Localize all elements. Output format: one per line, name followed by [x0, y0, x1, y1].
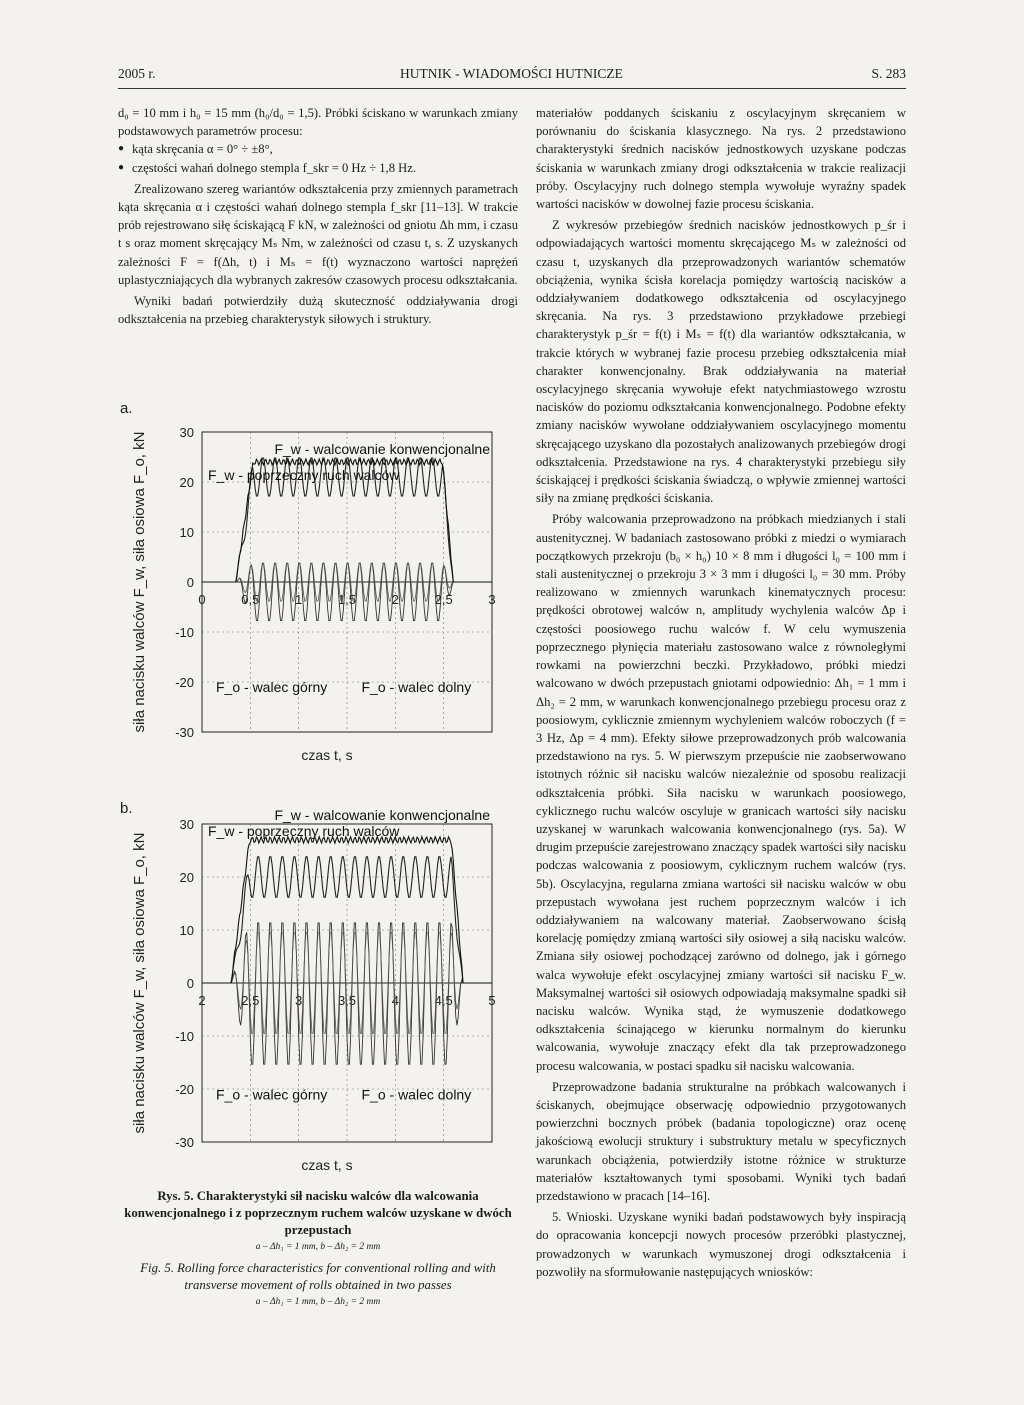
- chart-b-xtick-label: 3: [295, 993, 303, 1008]
- chart-a-ytick-label: -10: [175, 625, 194, 640]
- figure-caption: [118, 1188, 518, 1311]
- header-rule: [118, 88, 906, 89]
- caption-english: Fig. 5. Rolling force characteristics for conventional rolling and with transverse movement of rolls obtained in two passes: [140, 1261, 496, 1292]
- chart-a-annotation-fo-lower: F_o - walec dolny: [361, 679, 472, 695]
- chart-a: [118, 414, 518, 770]
- chart-a-ytick-label: 10: [179, 525, 194, 540]
- chart-a-annotation-fo-upper: F_o - walec górny: [216, 679, 328, 695]
- chart-b-annotation-fw-transverse: F_w - poprzeczny ruch walców: [208, 823, 400, 839]
- header-page-number: S. 283: [871, 66, 906, 81]
- chart-b-ytick-label: 10: [179, 923, 194, 938]
- left-paragraph-3: Wyniki badań potwierdziły dużą skuteczność oddziaływania drogi odkształcenia na przebieg charakterystyk siłowych i struktury.: [118, 294, 518, 327]
- chart-a-xtick-label: 2: [391, 592, 399, 607]
- chart-b-x-axis-label: czas t, s: [301, 1157, 353, 1173]
- header-year: 2005 r.: [118, 66, 156, 81]
- chart-a-xtick-label: 1,5: [337, 592, 357, 607]
- left-paragraph-1: d₀ = 10 mm i h₀ = 15 mm (h₀/d₀ = 1,5). Próbki ściskano w warunkach zmiany podstawowych parametrów procesu:: [118, 106, 518, 139]
- bullet-item-frequency: ● częstości wahań dolnego stempla f_skr = 0 Hz ÷ 1,8 Hz.: [118, 159, 518, 177]
- chart-a-y-axis-label: siła nacisku walców F_w, siła osiowa F_o, kN: [131, 431, 148, 733]
- chart-b-xtick-label: 5: [488, 993, 496, 1008]
- caption-polish: Rys. 5. Charakterystyki sił nacisku walców dla walcowania konwencjonalnego i z poprzecznym ruchem walców uzyskane w dwóch przepustach: [124, 1189, 512, 1237]
- chart-a-panel-label: a.: [120, 400, 133, 417]
- chart-b-ytick-label: 20: [179, 870, 194, 885]
- chart-a-ytick-label: -30: [175, 725, 194, 740]
- chart-b-annotation-fw-conventional: F_w - walcowanie konwencjonalne: [274, 807, 490, 823]
- right-paragraph-5-conclusions: 5. Wnioski. Uzyskane wyniki badań podstawowych były inspiracją do opracowania koncepcji nowych procesów przeróbki plastycznej, prowadzonych w warunkach wymuszonej drogi odkształcenia i pozwoliły na sformułowanie następujących wniosków:: [536, 1210, 906, 1279]
- chart-b-xtick-label: 3,5: [337, 993, 357, 1008]
- running-header: [118, 66, 906, 86]
- chart-b-ytick-label: -20: [175, 1082, 194, 1097]
- chart-a-annotation-fw-transverse: F_w - poprzeczny ruch walców: [208, 467, 400, 483]
- chart-a-xtick-label: 2,5: [434, 592, 453, 607]
- bullet-item-angle: ● kąta skręcania α = 0° ÷ ±8°,: [118, 140, 518, 158]
- right-paragraph-4: Przeprowadzone badania strukturalne na próbkach walcowanych i ściskanych, obejmujące obserwację odpowiednio przygotowanych powierzchni bocznych próbek (badania topologiczne) oraz ocenę jakościową ewolucji struktury i substruktury metalu w specyficznych warunkach obciążenia, potwierdziły istotne różnice w strukturze materiałów kształtowanych tymi sposobami. Wyniki tych badań przedstawiono w pracach [14–16].: [536, 1079, 906, 1203]
- chart-b-annotation-fo-lower: F_o - walec dolny: [361, 1086, 472, 1103]
- chart-b-xtick-label: 2: [198, 993, 206, 1008]
- left-paragraph-2: Zrealizowano szereg wariantów odkształcenia przy zmiennych parametrach kąta skręcania α i częstości wahań dolnego stempla f_skr [11–13]. W trakcie prób rejestrowano siłę ściskającą F kN, w zależności od gniotu Δh mm, i czasu t s oraz moment skręcający Mₛ Nm, w zależności od czasu t, s. Z uzyskanych zależności F = f(Δh, t) i Mₛ = f(t) wyznaczono wartości naprężeń uplastyczniających dla wybranych zakresów czasowych procesu odkształcania.: [118, 181, 518, 287]
- chart-b: [118, 784, 518, 1184]
- chart-b-xtick-label: 4: [391, 993, 399, 1008]
- right-paragraph-2: Z wykresów przebiegów średnich nacisków jednostkowych p_śr i odpowiadających wartości momentu skręcającego Mₛ w zależności od czasu t, uzyskanych dla przeprowadzonych wariantów schematów obciążenia, wynika ścisła korelacja pomiędzy wartością nacisków a oddziaływaniem dodatkowego odkształcenia od oscylacyjnego skręcania. Na rys. 3 przedstawiono przykładowe przebiegi charakterystyk p_śr = f(t) i Mₛ = f(t) dla wariantów odkształcania, w trakcie których w wybranej fazie procesu przebieg odkształcenia miał charakter konwencjonalny. Brak oddziaływania na materiał oscylacyjnego skręcania wywołuje efekt natychmiastowego wzrostu nacisków do poziomu odkształcania konwencjonalnego. Podobne efekty zmiany nacisków wywołane oddziaływaniem oscylacyjnego momentu skręcającego uzyskano dla pozostałych analizowanych przebiegów drogi odkształcenia. Przedstawione na rys. 4 charakterystyki przebiegu siły ściskającej i prędkości ściskania świadczą, o wpływie zmiennej wartości siły na zmianę prędkości ściskania.: [536, 218, 906, 506]
- chart-a-xtick-label: 3: [488, 592, 496, 607]
- caption-polish-sub: a – Δh₁ = 1 mm, b – Δh₂ = 2 mm: [255, 1242, 381, 1252]
- chart-a-svg: [118, 414, 518, 770]
- left-column-text: [118, 104, 518, 328]
- chart-a-ytick-label: 0: [186, 575, 194, 590]
- chart-b-svg: [118, 784, 518, 1184]
- chart-b-xtick-label: 4,5: [434, 993, 453, 1008]
- chart-a-xtick-label: 0: [198, 592, 206, 607]
- chart-b-ytick-label: 0: [186, 976, 194, 991]
- chart-a-xtick-label: 0,5: [241, 592, 260, 607]
- chart-b-ytick-label: -10: [175, 1029, 194, 1044]
- chart-a-annotation-fw-conventional: F_w - walcowanie konwencjonalne: [274, 441, 490, 457]
- chart-b-xtick-label: 2,5: [241, 993, 260, 1008]
- right-paragraph-1: materiałów poddanych ściskaniu z oscylacyjnym skręcaniem w porównaniu do ściskania klasycznego. Na rys. 2 przedstawiono charakterystyki średnich nacisków jednostkowych uzyskane podczas ściskania w warunkach zmiany drogi odkształcenia w trakcie realizacji próby. Oscylacyjny ruch dolnego stempla wywołuje wyraźny spadek wartości nacisków w dowolnej fazie procesu ściskania.: [536, 106, 906, 212]
- right-column-text: [536, 104, 906, 1281]
- chart-a-xtick-label: 1: [295, 592, 303, 607]
- chart-b-panel-label: b.: [120, 800, 133, 817]
- chart-b-ytick-label: 30: [179, 817, 194, 832]
- header-journal: HUTNIK - WIADOMOŚCI HUTNICZE: [400, 66, 623, 81]
- chart-a-ytick-label: 30: [179, 425, 194, 440]
- chart-a-ytick-label: -20: [175, 675, 194, 690]
- right-paragraph-3: Próby walcowania przeprowadzono na próbkach miedzianych i stali austenitycznej. W badaniach zastosowano próbki z miedzi o wymiarach początkowych przekroju (b₀ × h₀) 10 × 8 mm i długości l₀ = 100 mm i stali austenitycznej o przekroju 3 × 3 mm i długości l₀ = 30 mm. Próby realizowano w zmiennych warunkach kinematycznych procesu: prędkości obrotowej walców n, amplitudy wychylenia walców Δp i częstości poosiowego ruchu walców f. W celu wymuszenia poprzecznego płynięcia materiału zastosowano walce z równoległymi rowkami na powierzchni beczki. Przykładowo, próbki miedzi walcowano w dwóch przepustach gniotami odpowiednio: Δh₁ = 1 mm i Δh₂ = 2 mm, w warunkach konwencjonalnego przebiegu procesu oraz z poosiowym, cyklicznie zmiennym wychyleniem walców roboczych (f = 3 Hz, Δp = 4 mm). Efekty siłowe przeprowadzonych prób walcowania przedstawiono na rys. 5. W pierwszym przepuście nie zaobserwowano istotnych różnic sił nacisku walców niezależnie od sposobu realizacji odkształcenia próbki. Siła nacisku w warunkach poosiowego, cyklicznego ruchu walców oscyluje w granicach wartości siły nacisku uzyskanej w warunkach walcowania konwencjonalnego (rys. 5a). W drugim przepuście zarejestrowano znaczący spadek wartości siły nacisku podczas walcowania z poosiowym, cyklicznym ruchem walców (rys. 5b). Oscylacyjna, regularna zmiana wartości sił nacisku walców w obu przepustach wywołana jest ruchem poprzecznym walców i ich oddziaływaniem na walcowany materiał. Zaobserwowano ścisłą korelację pomiędzy zmianą wartości siły osiowej a siłą nacisku walców. Zmiana siły osiowej pochodzącej zarówno od dolnego, jak i górnego walca wywołuje efekt oscylacyjnej zmiany wartości sił nacisku F_w. Maksymalnej wartości sił osiowych odpowiadają maksymalne spadki sił nacisku walców. Wynika stąd, że wymuszenie dodatkowego odkształcenia ścinającego w kierunku normalnym do kierunku walcowania, wywołuje znaczący efekt dla tak przeprowadzonego procesu walcowania, w postaci spadku sił nacisku walcowania.: [536, 512, 906, 1073]
- chart-a-ytick-label: 20: [179, 475, 194, 490]
- chart-b-ytick-label: -30: [175, 1135, 194, 1150]
- caption-english-sub: a – Δh₁ = 1 mm, b – Δh₂ = 2 mm: [255, 1297, 381, 1307]
- chart-b-annotation-fo-upper: F_o - walec górny: [216, 1086, 328, 1103]
- chart-a-x-axis-label: czas t, s: [301, 747, 353, 763]
- chart-b-y-axis-label: siła nacisku walców F_w, siła osiowa F_o, kN: [131, 832, 148, 1134]
